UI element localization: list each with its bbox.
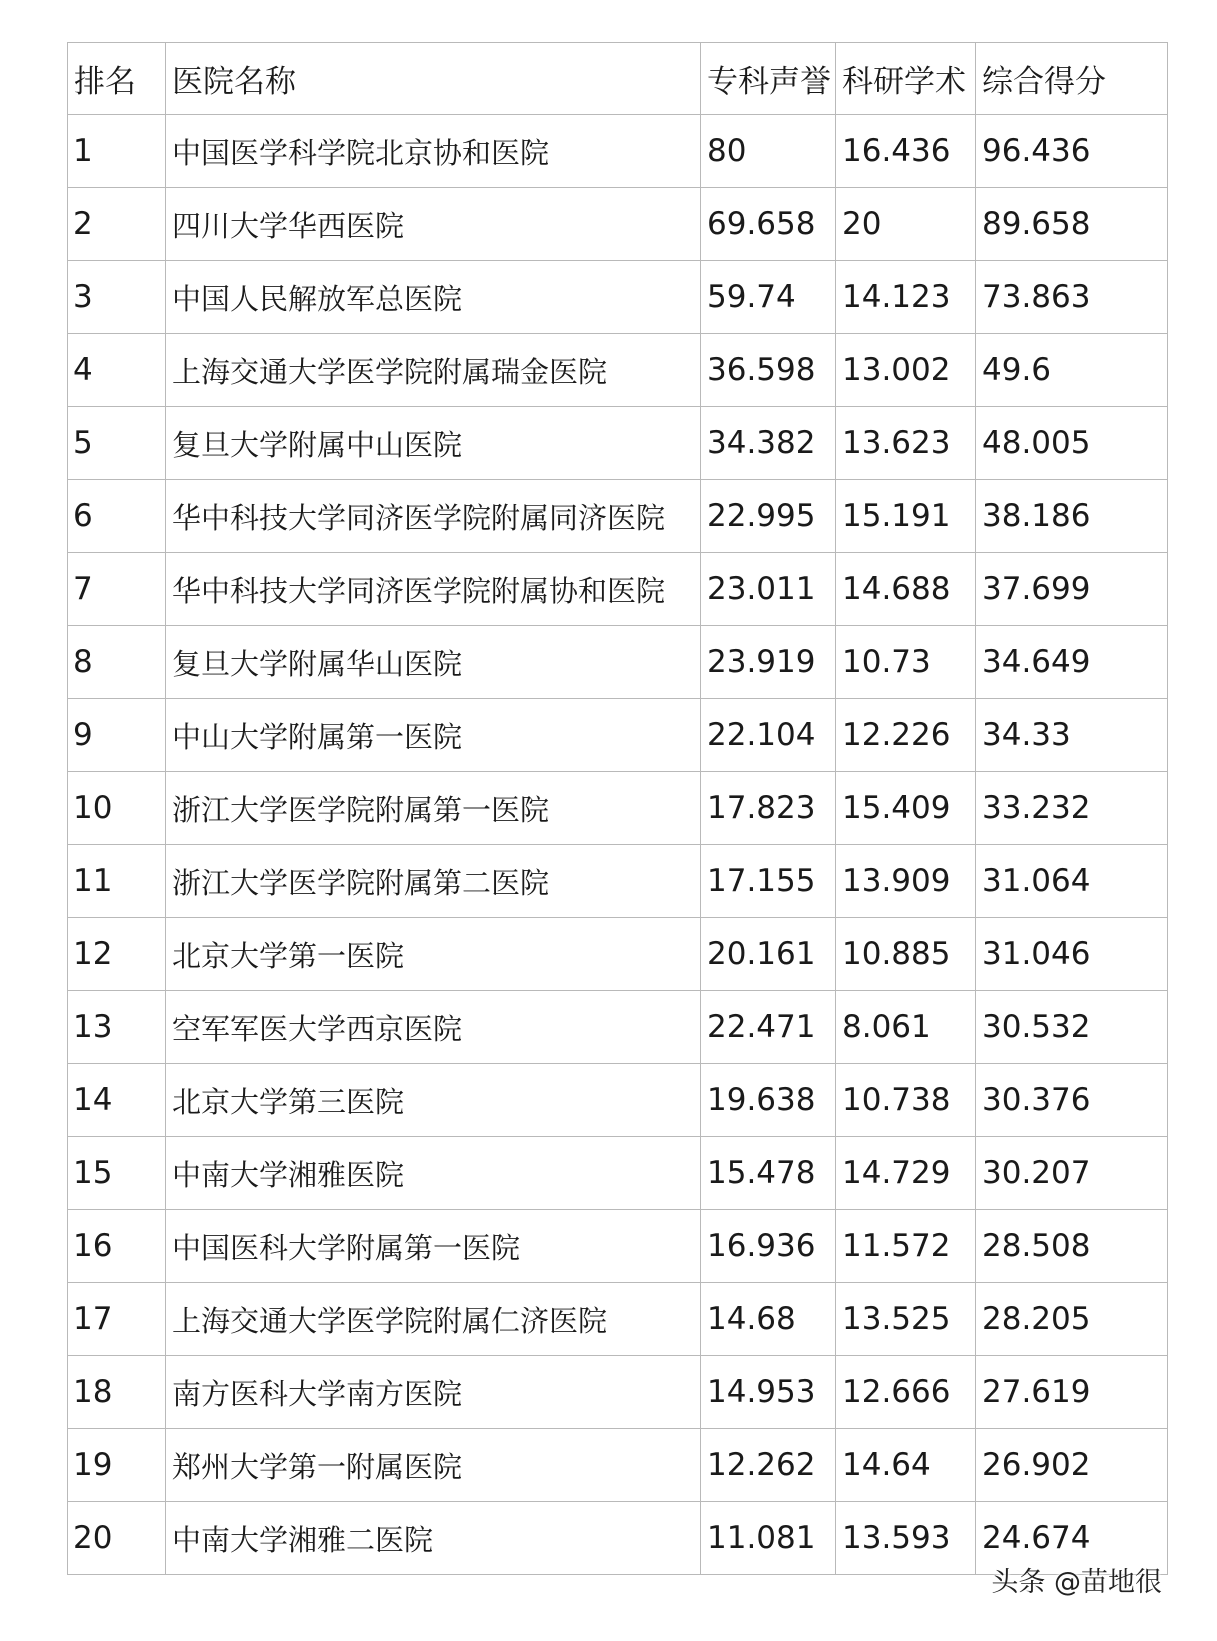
cell-research-academic: 10.73 <box>836 626 976 699</box>
table-row <box>68 845 1168 918</box>
watermark: 头条 @苗地很 <box>991 1567 1162 1598</box>
cell-total-score: 73.863 <box>976 261 1168 334</box>
cell-rank: 7 <box>68 553 166 626</box>
cell-specialty-reputation: 19.638 <box>701 1064 836 1137</box>
table-row <box>68 991 1168 1064</box>
cell-total-score: 34.33 <box>976 699 1168 772</box>
cell-rank: 4 <box>68 334 166 407</box>
table-row <box>68 1137 1168 1210</box>
cell-research-academic: 12.666 <box>836 1356 976 1429</box>
table-row <box>68 115 1168 188</box>
cell-rank: 17 <box>68 1283 166 1356</box>
cell-hospital-name: 南方医科大学南方医院 <box>166 1356 701 1429</box>
header-specialty-reputation: 专科声誉 <box>701 43 836 115</box>
cell-hospital-name: 复旦大学附属中山医院 <box>166 407 701 480</box>
cell-research-academic: 10.738 <box>836 1064 976 1137</box>
table-row <box>68 1356 1168 1429</box>
cell-research-academic: 16.436 <box>836 115 976 188</box>
cell-total-score: 31.046 <box>976 918 1168 991</box>
cell-rank: 13 <box>68 991 166 1064</box>
cell-rank: 5 <box>68 407 166 480</box>
table-row <box>68 772 1168 845</box>
cell-total-score: 34.649 <box>976 626 1168 699</box>
cell-total-score: 26.902 <box>976 1429 1168 1502</box>
cell-rank: 8 <box>68 626 166 699</box>
cell-research-academic: 12.226 <box>836 699 976 772</box>
cell-hospital-name: 中国医科大学附属第一医院 <box>166 1210 701 1283</box>
cell-hospital-name: 中山大学附属第一医院 <box>166 699 701 772</box>
cell-specialty-reputation: 69.658 <box>701 188 836 261</box>
header-rank: 排名 <box>68 43 166 115</box>
cell-research-academic: 8.061 <box>836 991 976 1064</box>
hospital-ranking-table <box>67 42 1168 1575</box>
cell-research-academic: 13.909 <box>836 845 976 918</box>
cell-rank: 3 <box>68 261 166 334</box>
table-row <box>68 334 1168 407</box>
cell-rank: 6 <box>68 480 166 553</box>
cell-hospital-name: 华中科技大学同济医学院附属同济医院 <box>166 480 701 553</box>
cell-hospital-name: 北京大学第三医院 <box>166 1064 701 1137</box>
cell-specialty-reputation: 22.104 <box>701 699 836 772</box>
cell-specialty-reputation: 59.74 <box>701 261 836 334</box>
cell-specialty-reputation: 15.478 <box>701 1137 836 1210</box>
cell-research-academic: 13.002 <box>836 334 976 407</box>
cell-research-academic: 10.885 <box>836 918 976 991</box>
cell-total-score: 30.207 <box>976 1137 1168 1210</box>
cell-hospital-name: 中南大学湘雅医院 <box>166 1137 701 1210</box>
cell-research-academic: 13.525 <box>836 1283 976 1356</box>
cell-specialty-reputation: 17.155 <box>701 845 836 918</box>
cell-total-score: 49.6 <box>976 334 1168 407</box>
cell-rank: 9 <box>68 699 166 772</box>
table-row <box>68 261 1168 334</box>
cell-research-academic: 11.572 <box>836 1210 976 1283</box>
table-body <box>68 115 1168 1575</box>
cell-specialty-reputation: 22.995 <box>701 480 836 553</box>
cell-rank: 20 <box>68 1502 166 1575</box>
cell-hospital-name: 北京大学第一医院 <box>166 918 701 991</box>
cell-specialty-reputation: 16.936 <box>701 1210 836 1283</box>
cell-total-score: 27.619 <box>976 1356 1168 1429</box>
cell-hospital-name: 中国医学科学院北京协和医院 <box>166 115 701 188</box>
cell-research-academic: 14.64 <box>836 1429 976 1502</box>
cell-specialty-reputation: 20.161 <box>701 918 836 991</box>
cell-total-score: 33.232 <box>976 772 1168 845</box>
cell-total-score: 31.064 <box>976 845 1168 918</box>
cell-total-score: 89.658 <box>976 188 1168 261</box>
cell-specialty-reputation: 36.598 <box>701 334 836 407</box>
cell-hospital-name: 浙江大学医学院附属第二医院 <box>166 845 701 918</box>
table-row <box>68 918 1168 991</box>
cell-research-academic: 20 <box>836 188 976 261</box>
table-row <box>68 1283 1168 1356</box>
table-row <box>68 1429 1168 1502</box>
table-row <box>68 1210 1168 1283</box>
cell-research-academic: 14.123 <box>836 261 976 334</box>
cell-research-academic: 15.191 <box>836 480 976 553</box>
cell-total-score: 24.674 <box>976 1502 1168 1575</box>
cell-total-score: 28.508 <box>976 1210 1168 1283</box>
cell-research-academic: 13.623 <box>836 407 976 480</box>
cell-hospital-name: 华中科技大学同济医学院附属协和医院 <box>166 553 701 626</box>
table-row <box>68 188 1168 261</box>
cell-rank: 1 <box>68 115 166 188</box>
cell-total-score: 38.186 <box>976 480 1168 553</box>
table-row <box>68 1064 1168 1137</box>
cell-specialty-reputation: 23.919 <box>701 626 836 699</box>
cell-hospital-name: 复旦大学附属华山医院 <box>166 626 701 699</box>
table-row <box>68 626 1168 699</box>
cell-research-academic: 14.729 <box>836 1137 976 1210</box>
cell-rank: 12 <box>68 918 166 991</box>
table-header-row <box>68 43 1168 115</box>
cell-research-academic: 15.409 <box>836 772 976 845</box>
cell-specialty-reputation: 11.081 <box>701 1502 836 1575</box>
cell-rank: 16 <box>68 1210 166 1283</box>
cell-specialty-reputation: 12.262 <box>701 1429 836 1502</box>
table-row <box>68 699 1168 772</box>
cell-total-score: 30.376 <box>976 1064 1168 1137</box>
cell-rank: 14 <box>68 1064 166 1137</box>
cell-specialty-reputation: 17.823 <box>701 772 836 845</box>
cell-research-academic: 14.688 <box>836 553 976 626</box>
cell-hospital-name: 中国人民解放军总医院 <box>166 261 701 334</box>
table-row <box>68 480 1168 553</box>
cell-hospital-name: 上海交通大学医学院附属瑞金医院 <box>166 334 701 407</box>
cell-rank: 11 <box>68 845 166 918</box>
cell-hospital-name: 中南大学湘雅二医院 <box>166 1502 701 1575</box>
header-total-score: 综合得分 <box>976 43 1168 115</box>
cell-rank: 18 <box>68 1356 166 1429</box>
cell-rank: 2 <box>68 188 166 261</box>
cell-hospital-name: 浙江大学医学院附属第一医院 <box>166 772 701 845</box>
cell-total-score: 37.699 <box>976 553 1168 626</box>
table-row <box>68 553 1168 626</box>
cell-hospital-name: 上海交通大学医学院附属仁济医院 <box>166 1283 701 1356</box>
cell-total-score: 96.436 <box>976 115 1168 188</box>
table-row <box>68 407 1168 480</box>
cell-specialty-reputation: 14.953 <box>701 1356 836 1429</box>
cell-specialty-reputation: 22.471 <box>701 991 836 1064</box>
cell-specialty-reputation: 23.011 <box>701 553 836 626</box>
cell-hospital-name: 空军军医大学西京医院 <box>166 991 701 1064</box>
cell-specialty-reputation: 80 <box>701 115 836 188</box>
header-hospital-name: 医院名称 <box>166 43 701 115</box>
cell-rank: 19 <box>68 1429 166 1502</box>
cell-total-score: 30.532 <box>976 991 1168 1064</box>
header-research-academic: 科研学术 <box>836 43 976 115</box>
cell-rank: 15 <box>68 1137 166 1210</box>
cell-hospital-name: 郑州大学第一附属医院 <box>166 1429 701 1502</box>
cell-total-score: 28.205 <box>976 1283 1168 1356</box>
cell-research-academic: 13.593 <box>836 1502 976 1575</box>
cell-hospital-name: 四川大学华西医院 <box>166 188 701 261</box>
cell-specialty-reputation: 14.68 <box>701 1283 836 1356</box>
cell-specialty-reputation: 34.382 <box>701 407 836 480</box>
cell-rank: 10 <box>68 772 166 845</box>
cell-total-score: 48.005 <box>976 407 1168 480</box>
